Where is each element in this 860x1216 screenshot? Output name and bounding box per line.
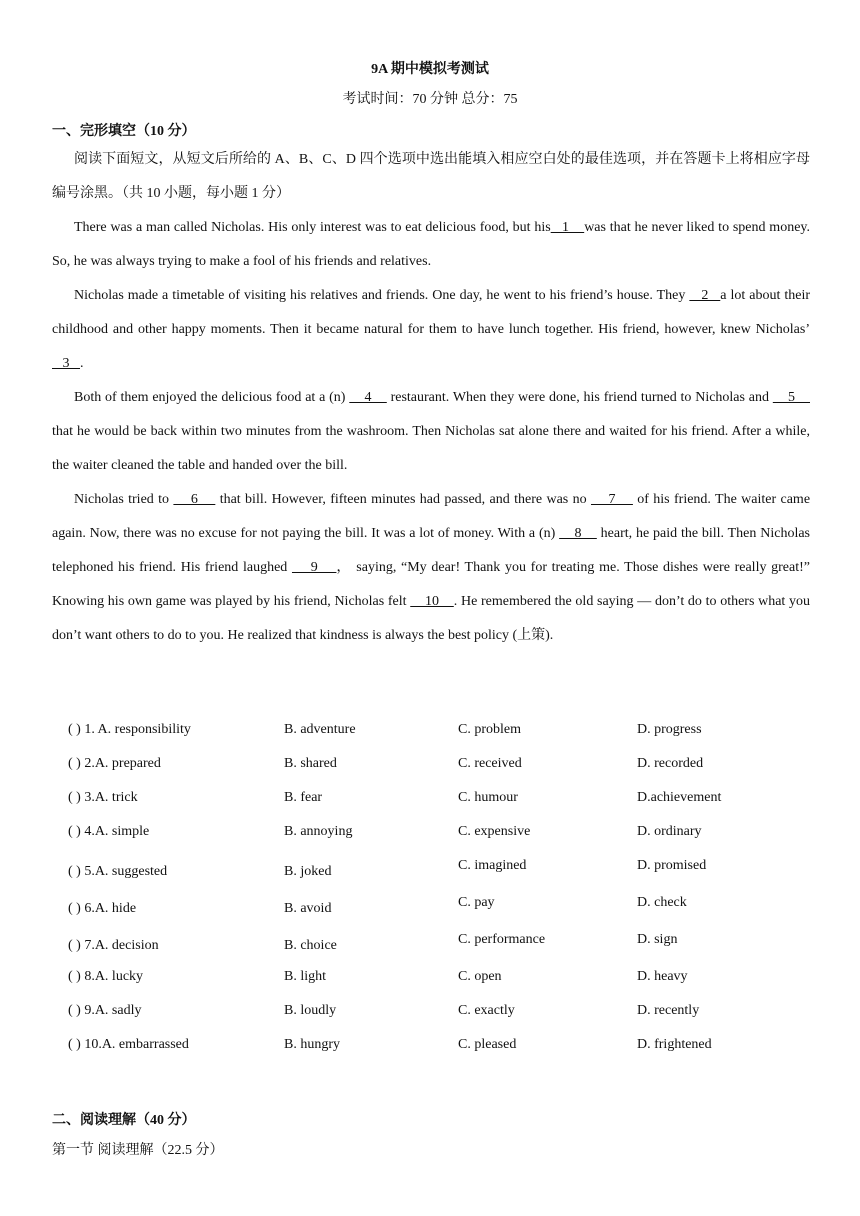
option-c[interactable]: C. exactly [458,1003,515,1018]
question-number-a[interactable]: ( ) 2.A. prepared [68,756,161,771]
passage-text: . He remembered the old saying — don’t do to others what you don’t want others to do to you. He realized that kindness is always the best policy (上策). [52,594,811,643]
option-b[interactable]: B. loudly [284,1003,337,1018]
passage-text: Nicholas made a timetable of visiting his relatives and friends. One day, he went to his friend’s house. They [74,288,690,303]
question-number-a[interactable]: ( ) 6.A. hide [68,901,137,916]
option-d[interactable]: D. check [637,895,687,910]
question-number-a[interactable]: ( ) 5.A. suggested [68,864,168,879]
option-c[interactable]: C. received [458,756,522,771]
blank-8: 8 [559,526,597,541]
blank-10: 10 [410,594,454,609]
option-d[interactable]: D.achievement [637,790,722,805]
passage-text: . [80,356,84,371]
option-b[interactable]: B. shared [284,756,337,771]
passage-paragraph-4 [52,483,810,653]
option-d[interactable]: D. frightened [637,1037,712,1052]
blank-4: 4 [349,390,387,405]
passage-paragraph-2 [52,279,810,381]
passage-text: Both of them enjoyed the delicious food at a (n) [74,390,350,405]
blank-3: 3 [52,356,80,371]
passage-text: There was a man called Nicholas. His only interest was to eat delicious food, but his [74,220,551,235]
passage-text: restaurant. When they were done, his friend turned to Nicholas and [386,390,773,405]
question-number-a[interactable]: ( ) 1. A. responsibility [68,722,191,737]
blank-2: 2 [689,288,721,303]
option-c[interactable]: C. imagined [458,858,527,873]
option-d[interactable]: D. ordinary [637,824,702,839]
option-d[interactable]: D. progress [637,722,702,737]
question-number-a[interactable]: ( ) 9.A. sadly [68,1003,142,1018]
option-d[interactable]: D. recorded [637,756,704,771]
passage-text: a lot about their childhood and other happy moments. Then it became natural for them to have lunch together. His friend, however, knew Nicholas’ [52,288,810,337]
passage-text: that bill. However, fifteen minutes had passed, and there was no [215,492,591,507]
option-d[interactable]: D. heavy [637,969,688,984]
option-b[interactable]: B. choice [284,938,337,953]
passage-text: was that he never liked to spend money. So, he was always trying to make a fool of his friends and relatives. [52,220,810,269]
blank-7: 7 [590,492,633,507]
option-b[interactable]: B. joked [284,864,332,879]
blank-9: 9 [291,560,337,575]
section-2-subheading: 第一节 阅读理解（22.5 分） [52,1143,224,1158]
option-d[interactable]: D. sign [637,932,678,947]
option-c[interactable]: C. pleased [458,1037,517,1052]
option-d[interactable]: D. recently [637,1003,700,1018]
option-b[interactable]: B. avoid [284,901,332,916]
blank-6: 6 [173,492,216,507]
passage-text: that he would be back within two minutes from the washroom. Then Nicholas sat alone there and waited for his friend. After a while, the waiter cleaned the table and handed over the bill. [52,424,810,473]
option-b[interactable]: B. light [284,969,327,984]
question-number-a[interactable]: ( ) 10.A. embarrassed [68,1037,189,1052]
instructions: 阅读下面短文，从短文后所给的 A、B、C、D 四个选项中选出能填入相应空白处的最佳选项，并在答题卡上将相应字母编号涂黑。（共 10 小题，每小题 1 分） [52,152,810,201]
question-number-a[interactable]: ( ) 3.A. trick [68,790,138,805]
option-c[interactable]: C. humour [458,790,518,805]
option-c[interactable]: C. expensive [458,824,531,839]
passage-text: heart, he paid the bill. Then Nicholas telephoned his friend. His friend laughed [52,526,810,575]
option-c[interactable]: C. problem [458,722,521,737]
passage-text: ， saying, “My dear! Thank you for treating me. Those dishes were really great!” Knowing his own game was played by his friend, Nicholas felt [52,560,810,609]
section-1-heading: 一、完形填空（10 分） [52,124,196,139]
option-c[interactable]: C. pay [458,895,495,910]
option-b[interactable]: B. annoying [284,824,353,839]
blank-1: 1 [550,220,585,235]
option-c[interactable]: C. performance [458,932,546,947]
question-number-a[interactable]: ( ) 8.A. lucky [68,969,144,984]
option-b[interactable]: B. adventure [284,722,356,737]
question-number-a[interactable]: ( ) 7.A. decision [68,938,159,953]
exam-meta: 考试时间：70 分钟 总分：75 [342,92,518,107]
exam-title: 9A 期中模拟考测试 [371,62,489,77]
passage-paragraph-3 [52,381,810,483]
option-b[interactable]: B. hungry [284,1037,340,1052]
section-2-heading: 二、阅读理解（40 分） [52,1113,196,1128]
question-number-a[interactable]: ( ) 4.A. simple [68,824,150,839]
passage-text: Nicholas tried to [74,492,174,507]
passage-paragraph-1 [52,211,810,279]
blank-5: 5 [772,390,810,405]
option-c[interactable]: C. open [458,969,502,984]
option-b[interactable]: B. fear [284,790,323,805]
passage-text: of his friend. The waiter came again. Now, there was no excuse for not paying the bill. It was a lot of money. With a (n) [52,492,811,541]
option-d[interactable]: D. promised [637,858,707,873]
